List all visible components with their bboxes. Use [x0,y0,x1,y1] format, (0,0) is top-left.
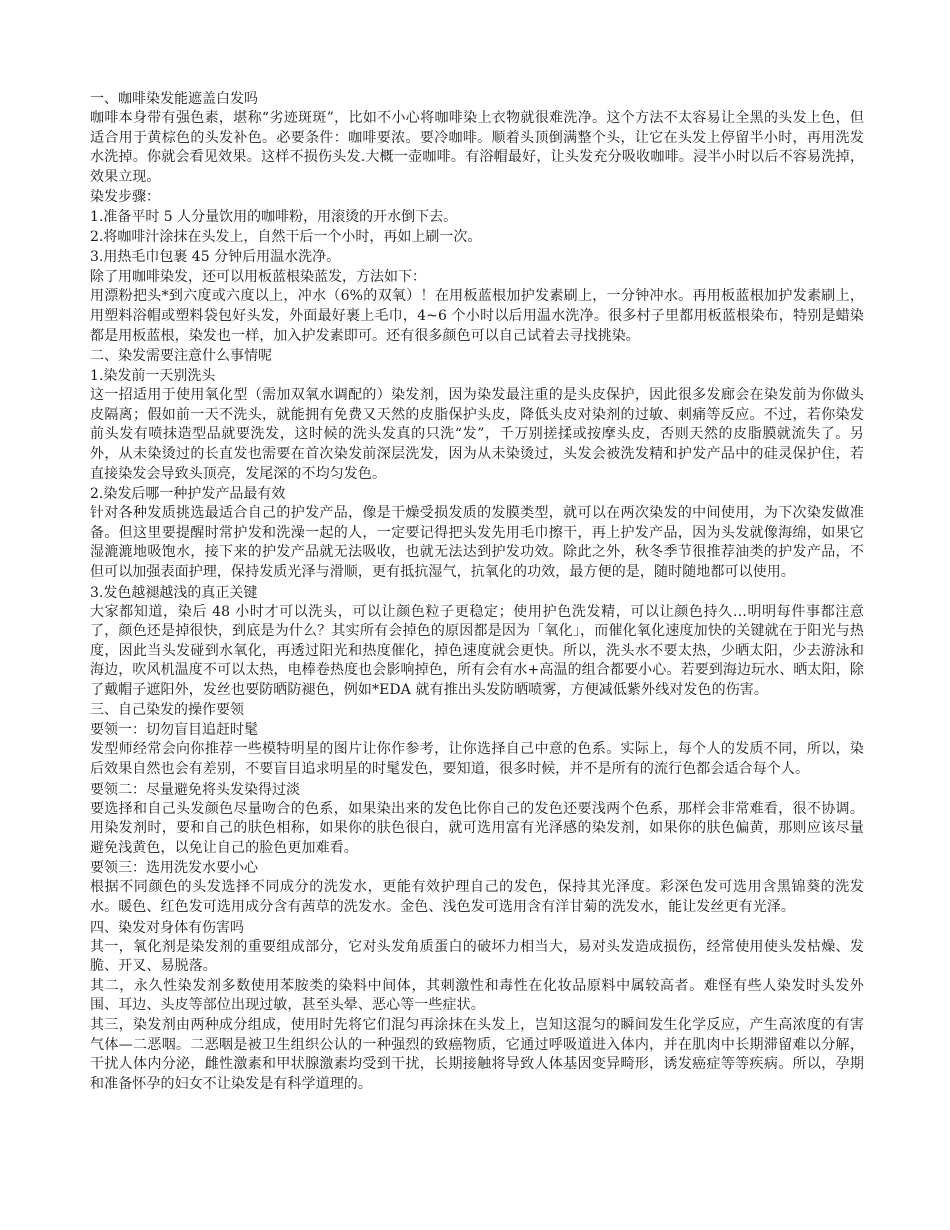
paragraph: 除了用咖啡染发，还可以用板蓝根染蓝发，方法如下： [90,269,426,286]
section-heading-diy: 三、自己染发的操作要领 [90,702,244,719]
subheading: 要领二：尽量避免将头发染得过淡 [90,781,300,798]
paragraph: 要选择和自己头发颜色尽量吻合的色系，如果染出来的发色比你自己的发色还要浅两个色系，那样会非常难看，很不协调。用染发剂时，要和自己的肤色相称，如果你的肤色很白，就可选用富有光泽感的染发剂，如果你的肤色偏黄，那则应该尽量避免浅黄色，以免让自己的脸色更加难看。 [90,800,864,856]
subheading: 2.染发后哪一种护发产品最有效 [90,486,286,503]
subheading: 要领一：切勿盲目追赶时髦 [90,722,258,739]
subheading: 1.染发前一天别洗头 [90,368,216,385]
section-heading-harm: 四、染发对身体有伤害吗 [90,919,244,936]
paragraph: 针对各种发质挑选最适合自己的护发产品，像是干燥受损发质的发膜类型，就可以在两次染发的中间使用，为下次染发做准备。但这里要提醒时常护发和洗澡一起的人，一定要记得把头发先用毛巾擦干，再上护发产品，因为头发就像海绵，如果它湿漉漉地吸饱水，接下来的护发产品就无法吸收，也就无法达到护发功效。除此之外，秋冬季节很推荐油类的护发产品，不但可以加强表面护理，保持发质光泽与滑顺，更有抵抗湿气，抗氧化的功效，最方便的是，随时随地都可以使用。 [90,505,864,580]
paragraph: 根据不同颜色的头发选择不同成分的洗发水，更能有效护理自己的发色，保持其光泽度。彩深色发可选用含黑锦葵的洗发水。暖色、红色发可选用成分含有茜草的洗发水。金色、浅色发可选用含有洋甘菊的洗发水，能让发丝更有光泽。 [90,879,864,916]
step-item: 2.将咖啡汁涂抹在头发上，自然干后一个小时，再如上刷一次。 [90,229,482,246]
subheading: 3.发色越褪越浅的真正关键 [90,584,258,601]
paragraph: 发型师经常会向你推荐一些模特明星的图片让你作参考，让你选择自己中意的色系。实际上，每个人的发质不同，所以，染后效果自然也会有差别，不要盲目追求明星的时髦发色，要知道，很多时候，并不是所有的流行色都会适合每个人。 [90,741,864,778]
section-heading-coffee: 一、咖啡染发能遮盖白发吗 [90,91,258,107]
subheading: 要领三：选用洗发水要小心 [90,860,258,877]
paragraph: 用漂粉把头*到六度或六度以上，冲水（6%的双氧）！在用板蓝根加护发素刷上，一分钟冲水。再用板蓝根加护发素刷上，用塑料浴帽或塑料袋包好头发，外面最好裹上毛巾，4~6 个小时以后用温水洗净。很多村子里都用板蓝根染布，特别是蜡染都是用板蓝根，染发也一样，加入护发素即可。还有很多颜色可以自己试着去寻找挑染。 [90,288,864,344]
step-item: 1.准备平时 5 人分量饮用的咖啡粉，用滚烫的开水倒下去。 [90,209,458,226]
section-heading-notes: 二、染发需要注意什么事情呢 [90,348,272,365]
paragraph: 这一招适用于使用氧化型（需加双氧水调配的）染发剂，因为染发最注重的是头皮保护，因此很多发廊会在染发前为你做头皮隔离；假如前一天不洗头，就能拥有免费又天然的皮脂保护头皮，降低头皮对染剂的过敏、刺痛等反应。不过，若你染发前头发有喷抹造型品就要洗发，这时候的洗头发真的只洗“发”，千万别搓揉或按摩头皮，否则天然的皮脂膜就流失了。另外，从未染烫过的长直发也需要在首次染发前深层洗发，因为从未染烫过，头发会被洗发精和护发产品中的硅灵保护住，若直接染发会导致头顶亮，发尾深的不均匀发色。 [90,387,864,482]
paragraph: 其三，染发剂由两种成分组成，使用时先将它们混匀再涂抹在头发上，岂知这混匀的瞬间发生化学反应，产生高浓度的有害气体—二恶咽。二恶咽是被卫生组织公认的一种强烈的致癌物质，它通过呼吸道进入体内，并在肌肉中长期滞留难以分解，干扰人体内分泌，雌性激素和甲状腺激素均受到干扰，长期接触将导致人体基因变异畸形，诱发癌症等等疾病。所以，孕期和准备怀孕的妇女不让染发是有科学道理的。 [90,1017,864,1092]
step-item: 3.用热毛巾包裹 45 分钟后用温水洗净。 [90,249,341,266]
paragraph: 大家都知道，染后 48 小时才可以洗头，可以让颜色粒子更稳定；使用护色洗发精，可以让颜色持久…明明每件事都注意了，颜色还是掉很快，到底是为什么？其实所有会掉色的原因都是因为「氧化」，而催化氧化速度加快的关键就在于阳光与热度，因此当头发碰到水氧化，再透过阳光和热度催化，掉色速度就会更快。所以，洗头水不要太热，少晒太阳，少去游泳和海边，吹风机温度不可以太热，电棒卷热度也会影响掉色，所有会有水+高温的组合都要小心。若要到海边玩水、晒太阳，除了戴帽子遮阳外，发丝也要防晒防褪色，例如*EDA 就有推出头发防晒喷雾，方便减低紫外线对发色的伤害。 [90,603,864,698]
steps-label: 染发步骤： [90,189,160,206]
paragraph: 其二，永久性染发剂多数使用苯胺类的染料中间体，其刺激性和毒性在化妆品原料中属较高者。难怪有些人染发时头发外围、耳边、头皮等部位出现过敏，甚至头晕、恶心等一些症状。 [90,977,864,1014]
paragraph: 咖啡本身带有强色素，堪称“劣迹斑斑”，比如不小心将咖啡染上衣物就很难洗净。这个方法不太容易让全黑的头发上色，但适合用于黄棕色的头发补色。必要条件：咖啡要浓。要冷咖啡。顺着头顶倒满整个头，让它在头发上停留半小时，再用洗发水洗掉。你就会看见效果。这样不损伤头发.大概一壶咖啡。有浴帽最好，让头发充分吸收咖啡。浸半小时以后不容易洗掉，效果立现。 [90,110,864,185]
paragraph: 其一，氧化剂是染发剂的重要组成部分，它对头发角质蛋白的破坏力相当大，易对头发造成损伤，经常使用使头发枯燥、发脆、开叉、易脱落。 [90,938,864,975]
